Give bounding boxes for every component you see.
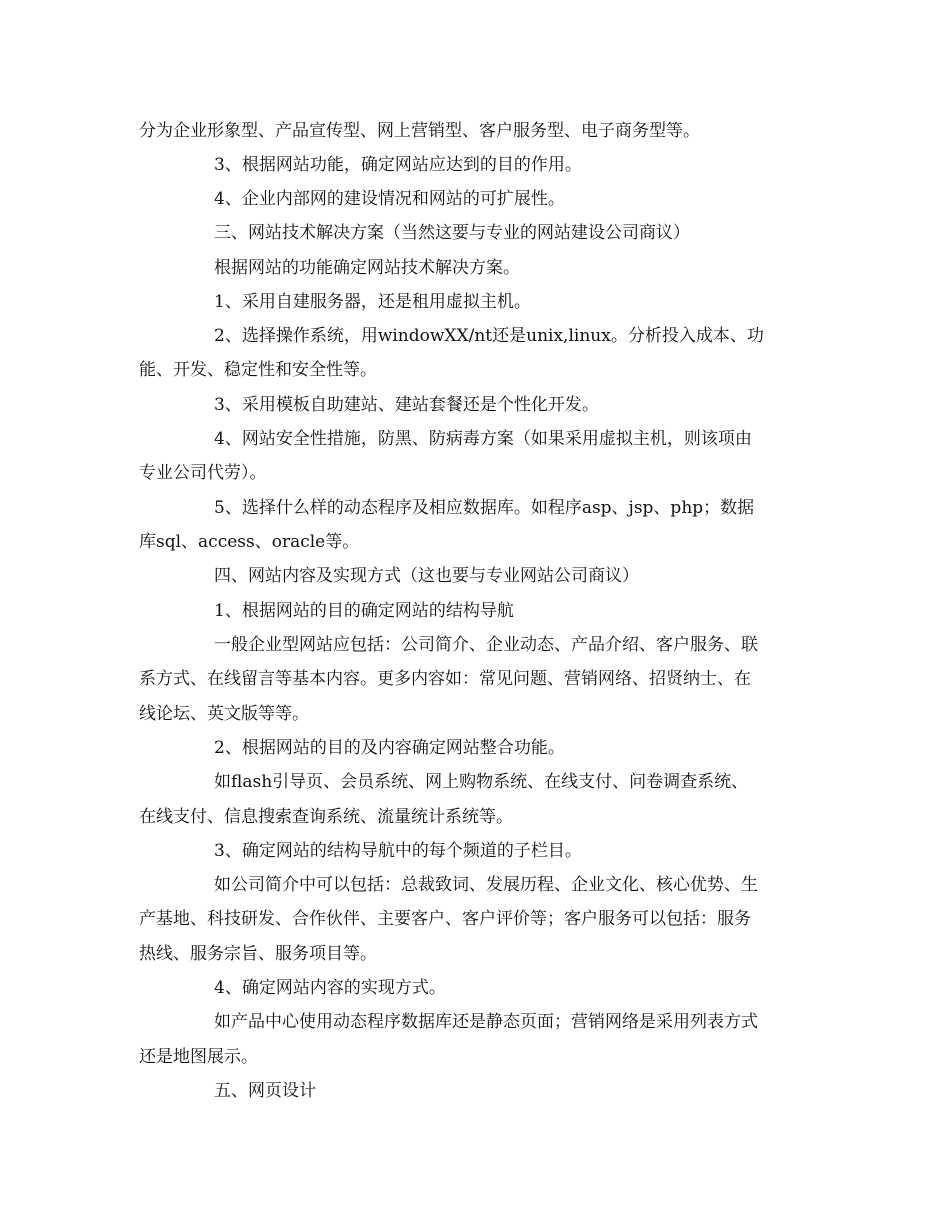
text-line: 根据网站的功能确定网站技术解决方案。	[214, 258, 520, 278]
text-line: 5、选择什么样的动态程序及相应数据库。如程序asp、jsp、php；数据	[214, 498, 755, 518]
text-line: 系方式、在线留言等基本内容。更多内容如：常见问题、营销网络、招贤纳士、在	[139, 669, 751, 689]
text-line: 4、确定网站内容的实现方式。	[214, 978, 446, 998]
text-line: 2、选择操作系统，用windowXX/nt还是unix,linux。分析投入成本、功	[214, 326, 764, 346]
text-line: 分为企业形象型、产品宣传型、网上营销型、客户服务型、电子商务型等。	[139, 121, 700, 141]
text-line: 如flash引导页、会员系统、网上购物系统、在线支付、问卷调查系统、	[214, 772, 749, 792]
text-line: 4、企业内部网的建设情况和网站的可扩展性。	[214, 189, 565, 209]
text-line: 线论坛、英文版等等。	[139, 704, 309, 724]
text-line: 1、采用自建服务器，还是租用虚拟主机。	[214, 292, 531, 312]
text-line: 4、网站安全性措施，防黑、防病毒方案（如果采用虚拟主机，则该项由	[214, 429, 752, 449]
section-heading: 五、网页设计	[214, 1081, 316, 1101]
text-line: 如产品中心使用动态程序数据库还是静态页面；营销网络是采用列表方式	[214, 1012, 758, 1032]
text-line: 在线支付、信息搜索查询系统、流量统计系统等。	[139, 807, 513, 827]
text-line: 库sql、access、oracle等。	[139, 532, 360, 552]
text-line: 热线、服务宗旨、服务项目等。	[139, 944, 377, 964]
section-heading: 三、网站技术解决方案（当然这要与专业的网站建设公司商议）	[214, 223, 690, 243]
text-line: 专业公司代劳）。	[139, 463, 267, 483]
text-line: 如公司简介中可以包括：总裁致词、发展历程、企业文化、核心优势、生	[214, 875, 758, 895]
text-line: 3、确定网站的结构导航中的每个频道的子栏目。	[214, 841, 582, 861]
text-line: 2、根据网站的目的及内容确定网站整合功能。	[214, 738, 565, 758]
text-line: 1、根据网站的目的确定网站的结构导航	[214, 601, 514, 621]
text-line: 3、采用模板自助建站、建站套餐还是个性化开发。	[214, 395, 599, 415]
text-line: 一般企业型网站应包括：公司简介、企业动态、产品介绍、客户服务、联	[214, 635, 758, 655]
text-line: 3、根据网站功能，确定网站应达到的目的作用。	[214, 155, 582, 175]
text-line: 能、开发、稳定性和安全性等。	[139, 360, 377, 380]
text-line: 还是地图展示。	[139, 1047, 258, 1067]
text-line: 产基地、科技研发、合作伙伴、主要客户、客户评价等；客户服务可以包括：服务	[139, 909, 751, 929]
section-heading: 四、网站内容及实现方式（这也要与专业网站公司商议）	[214, 566, 639, 586]
